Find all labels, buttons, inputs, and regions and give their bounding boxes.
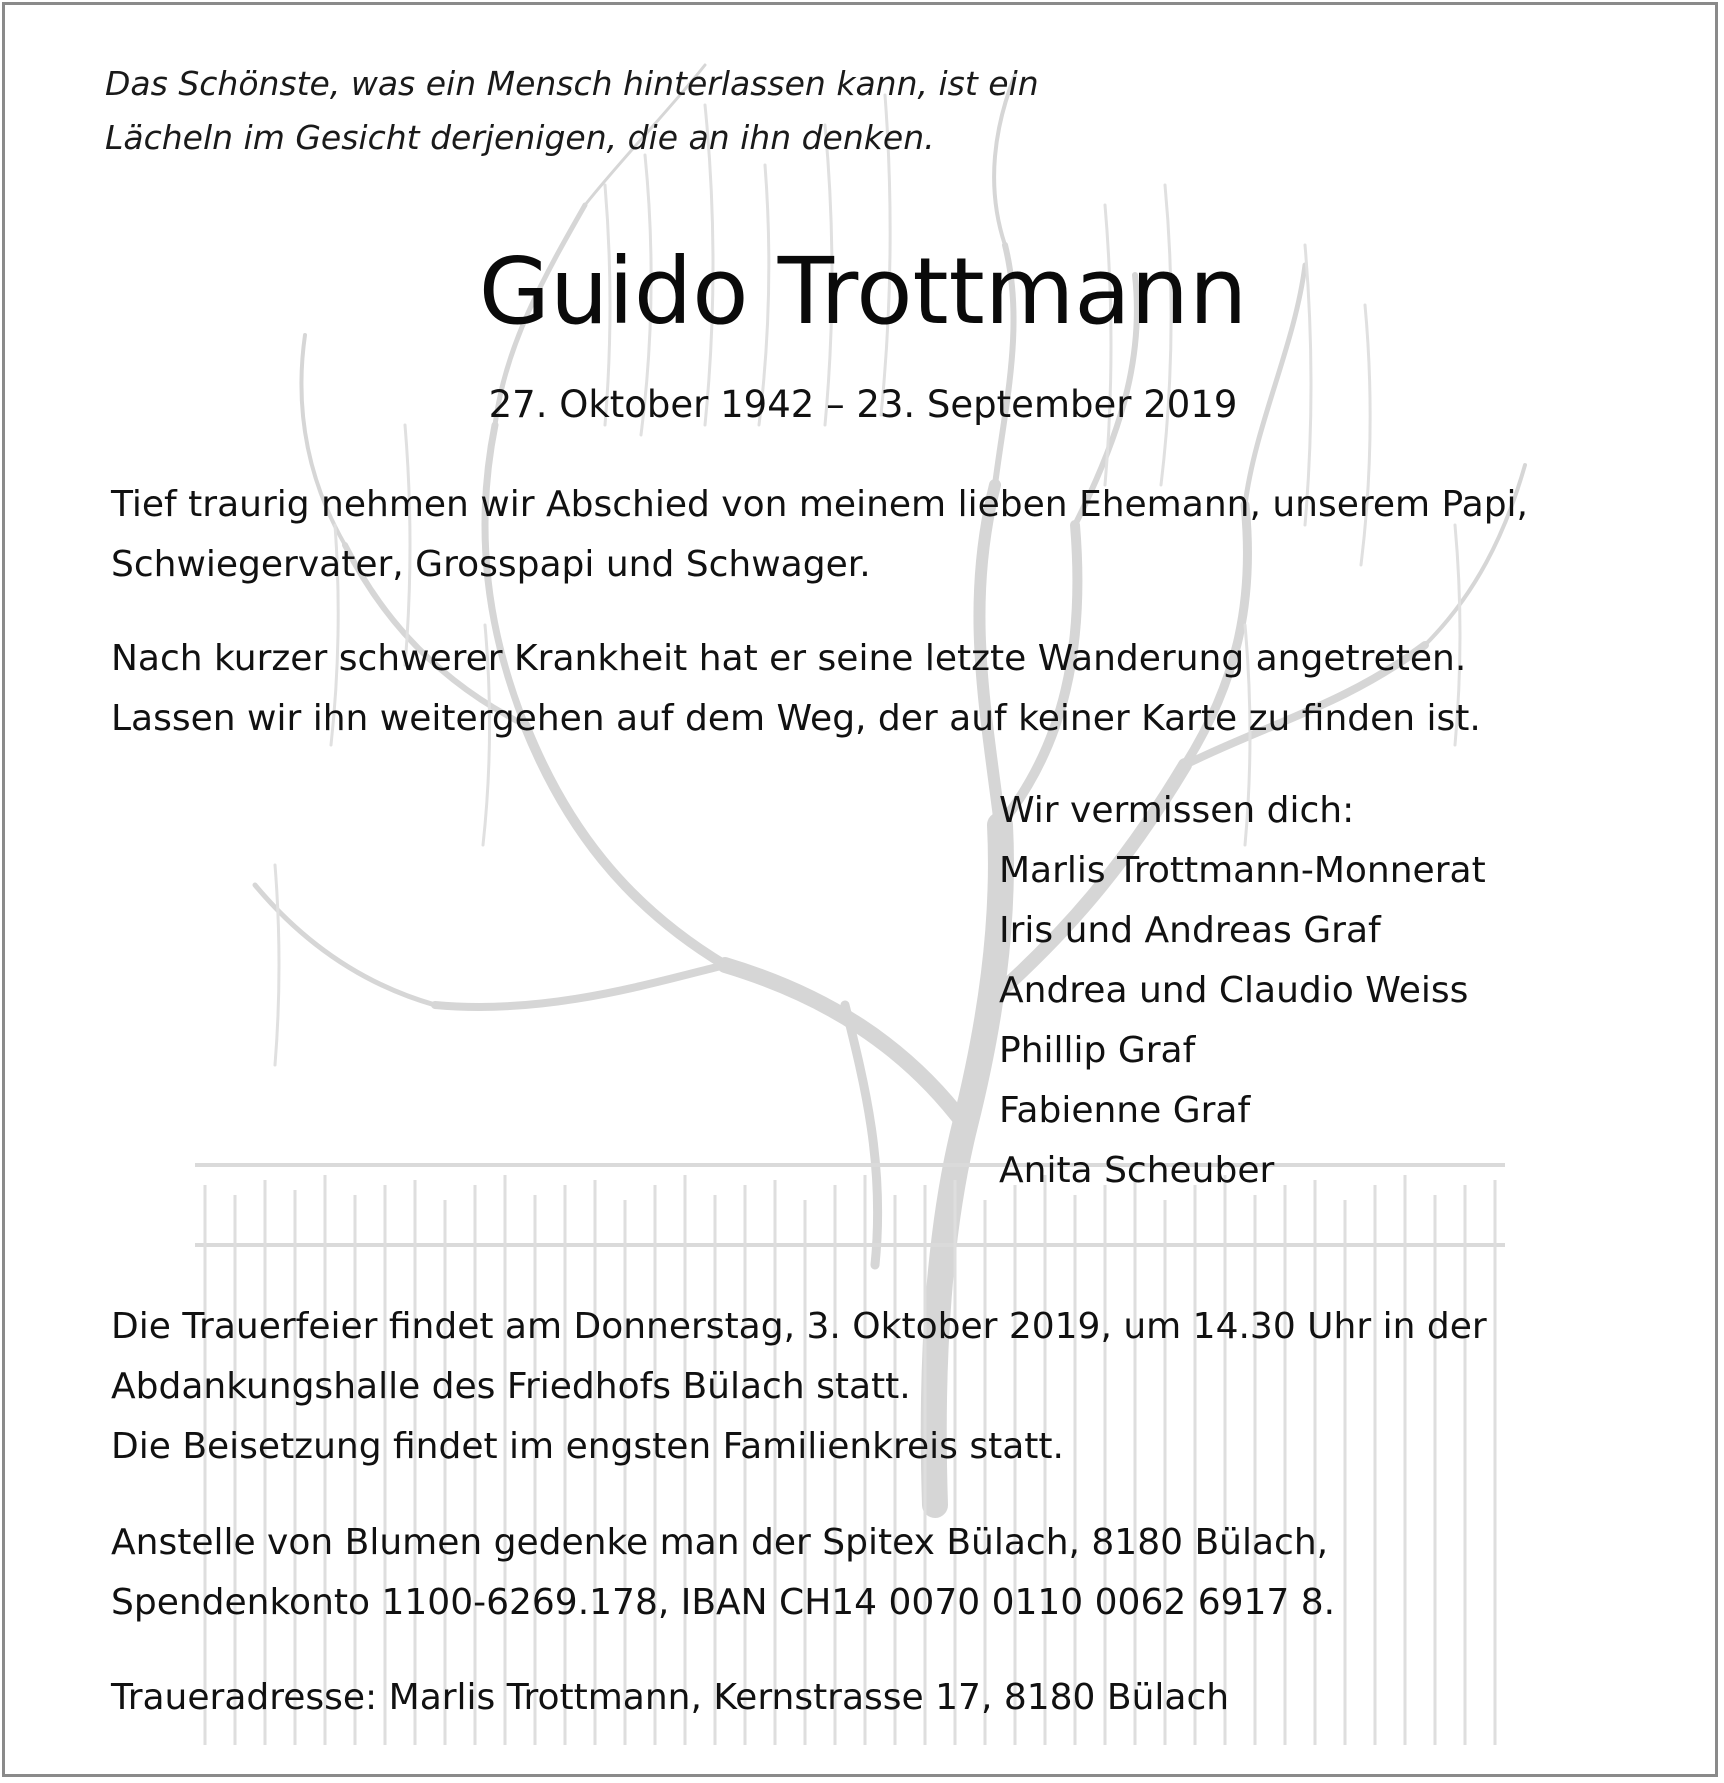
family-member: Anita Scheuber [999, 1150, 1275, 1191]
memorial-quote [105, 57, 1039, 165]
journey-paragraph [111, 629, 1481, 749]
mourning-address: Traueradresse: Marlis Trottmann, Kernstrasse 17, 8180 Bülach [111, 1677, 1230, 1718]
family-list [999, 781, 1486, 1201]
ceremony-line-1: Die Trauerfeier findet am Donnerstag, 3. Oktober 2019, um 14.30 Uhr in der [111, 1306, 1487, 1347]
quote-line-2: Lächeln im Gesicht derjenigen, die an ihn denken. [105, 118, 935, 157]
donation-line-2: Spendenkonto 1100-6269.178, IBAN CH14 0070 0110 0062 6917 8. [111, 1582, 1336, 1623]
donation-paragraph [111, 1513, 1335, 1633]
family-member: Phillip Graf [999, 1030, 1196, 1071]
life-dates: 27. Oktober 1942 – 23. September 2019 [488, 383, 1238, 426]
obituary-frame [2, 2, 1718, 1777]
farewell-paragraph [111, 475, 1528, 595]
family-member: Marlis Trottmann-Monnerat [999, 850, 1486, 891]
journey-line-1: Nach kurzer schwerer Krankheit hat er seine letzte Wanderung angetreten. [111, 638, 1467, 679]
ceremony-paragraph [111, 1297, 1487, 1477]
ceremony-line-2: Abdankungshalle des Friedhofs Bülach statt. [111, 1366, 911, 1407]
farewell-line-2: Schwiegervater, Grosspapi und Schwager. [111, 544, 871, 585]
family-member: Iris und Andreas Graf [999, 910, 1381, 951]
deceased-name: Guido Trottmann [478, 238, 1248, 345]
donation-line-1: Anstelle von Blumen gedenke man der Spitex Bülach, 8180 Bülach, [111, 1522, 1329, 1563]
farewell-line-1: Tief traurig nehmen wir Abschied von meinem lieben Ehemann, unserem Papi, [111, 484, 1528, 525]
ceremony-line-3: Die Beisetzung findet im engsten Familienkreis statt. [111, 1426, 1064, 1467]
family-heading: Wir vermissen dich: [999, 790, 1355, 831]
family-member: Fabienne Graf [999, 1090, 1251, 1131]
quote-line-1: Das Schönste, was ein Mensch hinterlassen kann, ist ein [105, 64, 1039, 103]
journey-line-2: Lassen wir ihn weitergehen auf dem Weg, der auf keiner Karte zu finden ist. [111, 698, 1481, 739]
family-member: Andrea und Claudio Weiss [999, 970, 1469, 1011]
